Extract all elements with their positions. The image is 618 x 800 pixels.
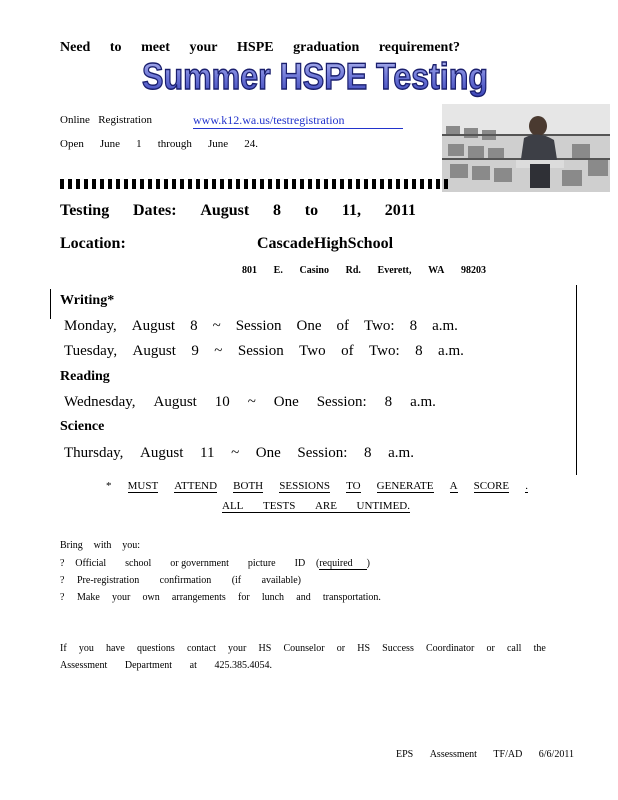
word: have xyxy=(105,643,125,654)
word: a.m. xyxy=(388,445,414,461)
word: SCORE xyxy=(473,480,510,492)
word: ATTEND xyxy=(174,480,218,492)
untimed-notice xyxy=(222,500,410,513)
footer-credit xyxy=(396,749,574,760)
word: the xyxy=(533,643,546,654)
word: questions xyxy=(137,643,175,654)
school-name: CascadeHighSchool xyxy=(257,235,394,252)
contact-line-1 xyxy=(60,643,546,654)
word: 24. xyxy=(244,138,258,150)
bring-heading xyxy=(60,540,140,551)
word: or government xyxy=(170,558,229,569)
word: Session xyxy=(235,318,282,334)
word: August xyxy=(200,202,250,219)
science-label: Science xyxy=(60,419,105,434)
word: Two xyxy=(299,343,326,359)
word: Success xyxy=(382,643,414,654)
word: SESSIONS xyxy=(279,480,330,492)
word: own xyxy=(142,592,160,603)
word: 8 xyxy=(384,394,393,410)
word: lunch xyxy=(261,592,285,603)
open-dates xyxy=(60,138,258,150)
word: . xyxy=(525,480,528,492)
required-note: required xyxy=(319,558,366,570)
word: Session xyxy=(237,343,284,359)
word: your xyxy=(228,643,247,654)
word: Two: xyxy=(363,318,395,334)
word: graduation xyxy=(293,40,360,55)
word: EPS xyxy=(396,749,414,760)
word: ~ xyxy=(247,394,256,410)
word: contact xyxy=(186,643,216,654)
word: Session: xyxy=(316,394,367,410)
word: HS xyxy=(357,643,371,654)
word: meet xyxy=(141,40,170,55)
word: Registration xyxy=(98,114,152,126)
bring-item-3: ? Make your own arrangements for lunch and transportation. xyxy=(60,592,381,603)
word: Department xyxy=(124,660,173,671)
intro-question xyxy=(60,40,460,56)
word: ~ xyxy=(231,445,240,461)
word: August xyxy=(132,343,176,359)
word: a.m. xyxy=(410,394,436,410)
word: August xyxy=(131,318,176,334)
word: school xyxy=(125,558,152,569)
bring-item-2: ? Pre-registration confirmation (if available) xyxy=(60,575,301,586)
writing-session-2 xyxy=(64,343,464,360)
word: 8 xyxy=(409,318,418,334)
writing-label: Writing* xyxy=(60,293,115,308)
word: a.m. xyxy=(432,318,458,334)
banner-title: Summer HSPE Testing xyxy=(142,56,488,97)
word: with xyxy=(93,540,112,551)
word: 11 xyxy=(200,445,215,461)
word: 8 xyxy=(415,343,423,359)
word: Coordinator xyxy=(426,643,475,654)
word: 9 xyxy=(191,343,199,359)
word: BOTH xyxy=(233,480,264,492)
word: If xyxy=(60,643,67,654)
word: Counselor xyxy=(283,643,325,654)
contact-line-2 xyxy=(60,660,272,671)
word: Rd. xyxy=(345,265,361,276)
word: Testing xyxy=(60,202,110,219)
word: available) xyxy=(261,575,301,586)
word: MUST xyxy=(127,480,159,492)
word: ID xyxy=(294,558,306,569)
word: your xyxy=(111,592,131,603)
word: Wednesday, xyxy=(64,394,136,410)
writing-session-1 xyxy=(64,318,458,335)
dotted-divider xyxy=(60,179,448,189)
word: HS xyxy=(258,643,272,654)
word: and xyxy=(296,592,311,603)
word: or xyxy=(336,643,346,654)
word: Make xyxy=(77,592,100,603)
word: 2011 xyxy=(384,202,416,219)
word: A xyxy=(449,480,458,492)
bring-item-1: ? Official school or government picture ID (required ) xyxy=(60,558,370,569)
word: confirmation xyxy=(159,575,212,586)
word: arrangements xyxy=(171,592,226,603)
word: of xyxy=(336,318,349,334)
word: 10 xyxy=(214,394,230,410)
word: One xyxy=(273,394,299,410)
word: June xyxy=(207,138,229,150)
word: Tuesday, xyxy=(64,343,118,359)
word: E. xyxy=(273,265,283,276)
word: One xyxy=(296,318,322,334)
classroom-photo xyxy=(442,104,610,192)
word: One xyxy=(255,445,281,461)
word: Everett, xyxy=(377,265,412,276)
word: to xyxy=(304,202,319,219)
word: 425.385.4054. xyxy=(214,660,272,671)
reading-label: Reading xyxy=(60,369,110,384)
word: Open xyxy=(60,138,84,150)
word: 801 xyxy=(242,265,257,276)
word: picture xyxy=(247,558,276,569)
schedule-left-border xyxy=(50,289,51,319)
registration-link[interactable]: www.k12.wa.us/testregistration xyxy=(193,113,403,129)
word: Need xyxy=(60,40,91,55)
word: WA xyxy=(428,265,445,276)
location-label: Location: xyxy=(60,235,126,252)
word: your xyxy=(189,40,218,55)
word: ~ xyxy=(212,318,221,334)
word: you xyxy=(78,643,94,654)
word: requirement? xyxy=(378,40,460,55)
word: ALL xyxy=(222,500,244,512)
attendance-notice xyxy=(106,480,528,493)
word: 8 xyxy=(190,318,198,334)
word: you: xyxy=(122,540,140,551)
word: to xyxy=(109,40,122,55)
notice-star: * xyxy=(106,480,112,492)
word: HSPE xyxy=(237,40,274,55)
word: 11, xyxy=(341,202,362,219)
word: August xyxy=(140,445,184,461)
word: transportation. xyxy=(322,592,381,603)
word: GENERATE xyxy=(376,480,434,492)
word: at xyxy=(189,660,197,671)
science-session xyxy=(64,445,414,462)
word: June xyxy=(99,138,121,150)
word: TESTS xyxy=(262,500,296,512)
word: TF/AD xyxy=(493,749,523,760)
word: Assessment xyxy=(429,749,477,760)
word: call xyxy=(506,643,522,654)
word: UNTIMED. xyxy=(356,500,410,512)
word: Dates: xyxy=(132,202,177,219)
word: 8 xyxy=(364,445,372,461)
word: 8 xyxy=(273,202,281,219)
word: Monday, xyxy=(64,318,117,334)
word: 6/6/2011 xyxy=(538,749,574,760)
word: 98203 xyxy=(460,265,486,276)
word: through xyxy=(157,138,192,150)
word: ARE xyxy=(314,500,337,512)
school-address xyxy=(242,265,486,276)
word: Official xyxy=(75,558,107,569)
word: Assessment xyxy=(60,660,108,671)
testing-dates xyxy=(60,202,416,220)
word: 1 xyxy=(136,138,142,150)
word: Online xyxy=(60,114,90,126)
word: or xyxy=(486,643,495,654)
word: a.m. xyxy=(438,343,464,359)
schedule-right-border xyxy=(576,285,577,475)
word: Bring xyxy=(60,540,83,551)
registration-label xyxy=(60,114,152,126)
word: ~ xyxy=(214,343,223,359)
word: Casino xyxy=(299,265,329,276)
word: Session: xyxy=(297,445,348,461)
word: for xyxy=(237,592,250,603)
word: Two: xyxy=(369,343,400,359)
banner-title-art xyxy=(140,55,492,97)
word: Pre-registration xyxy=(77,575,140,586)
word: of xyxy=(341,343,354,359)
reading-session xyxy=(64,394,436,411)
word: (if xyxy=(231,575,242,586)
word: TO xyxy=(346,480,361,492)
word: August xyxy=(153,394,197,410)
word: Thursday, xyxy=(64,445,124,461)
